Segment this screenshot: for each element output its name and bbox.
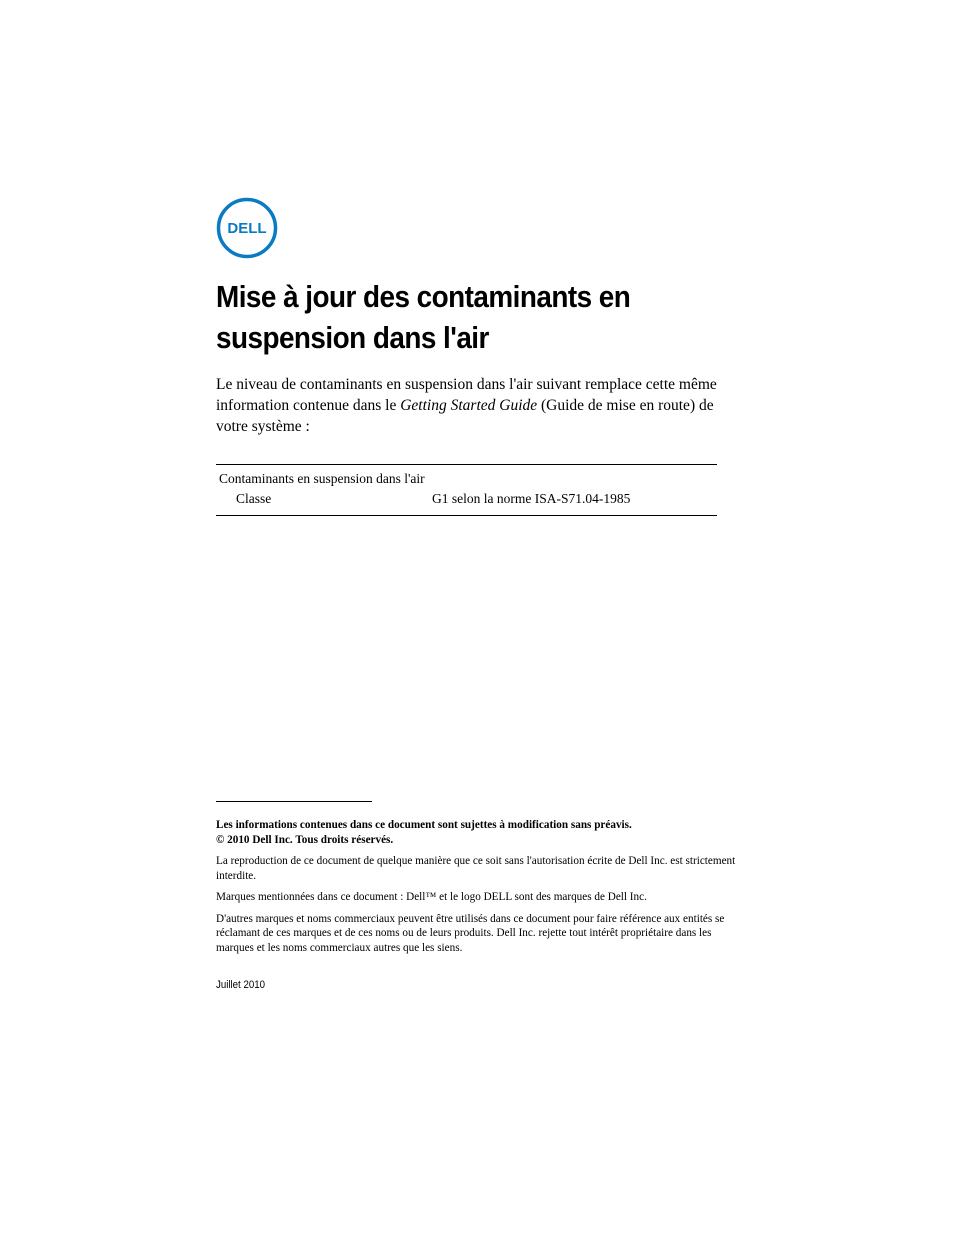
intro-text-end: (Guide de mise en route) de votre système : [216, 397, 714, 435]
intro-guide-title: Getting Started Guide [400, 397, 538, 414]
table-row [216, 489, 717, 515]
other-trademarks-notice: D'autres marques et noms commerciaux peuvent être utilisés dans ce document pour faire référence aux entités se réclamant de ces marques et de ces noms ou de leurs produits. Dell Inc. rejette tout intérêt propriétaire dans les marques et les noms commerciaux autres que les siens. [216, 912, 725, 954]
table-header: Contaminants en suspension dans l'air [219, 471, 425, 486]
legal-notice [216, 818, 746, 962]
change-notice-line: Les informations contenues dans ce document sont sujettes à modification sans préavis. [216, 819, 632, 831]
contaminants-table [216, 464, 717, 516]
trademarks-notice: Marques mentionnées dans ce document : Dell™ et le logo DELL sont des marques de Dell Inc. [216, 891, 647, 903]
copyright-line: © 2010 Dell Inc. Tous droits réservés. [216, 833, 394, 846]
footnote-divider [216, 801, 372, 802]
intro-text-start: Le niveau de contaminants en suspension dans l'air suivant remplace cette même information contenue dans le [216, 376, 717, 414]
intro-paragraph [216, 374, 746, 437]
table-row-label: Classe [236, 491, 272, 506]
page-title-line-1: Mise à jour des contaminants en [216, 279, 631, 314]
dell-logo-icon [216, 197, 278, 259]
page-title-line-2: suspension dans l'air [216, 320, 489, 355]
dell-logo-text: DELL [227, 220, 267, 237]
change-notice [216, 818, 746, 847]
dell-logo-graphic [216, 197, 278, 259]
publication-date: Juillet 2010 [216, 979, 265, 991]
table-row-value: G1 selon la norme ISA-S71.04-1985 [432, 491, 631, 506]
page-title [216, 276, 720, 358]
reproduction-notice: La reproduction de ce document de quelque manière que ce soit sans l'autorisation écrite de Dell Inc. est strictement interdite. [216, 855, 736, 882]
